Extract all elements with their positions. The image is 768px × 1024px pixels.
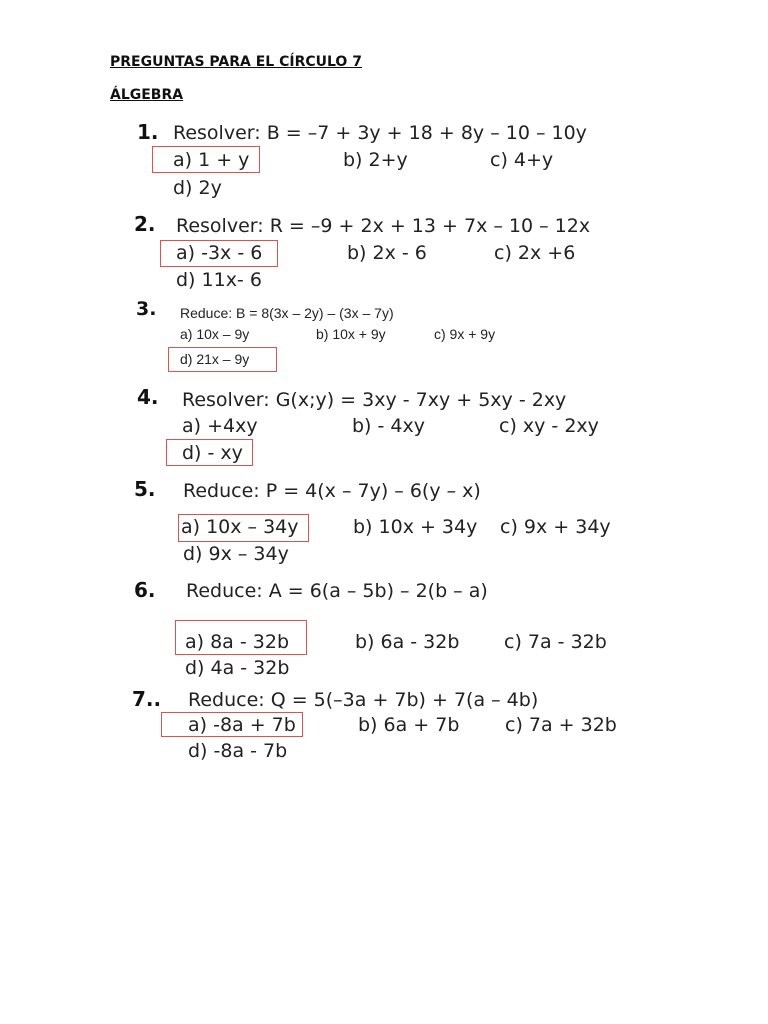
- question-statement: Resolver: R = –9 + 2x + 13 + 7x – 10 – 12x: [176, 215, 591, 237]
- question-number: 5.: [134, 477, 156, 501]
- option-b: b) 6a - 32b: [355, 631, 460, 653]
- option-a: a) 8a - 32b: [185, 631, 289, 653]
- option-d: d) 4a - 32b: [185, 657, 290, 679]
- question-number: 6.: [134, 578, 156, 602]
- option-c: c) 7a + 32b: [505, 714, 617, 736]
- option-b: b) 6a + 7b: [358, 714, 460, 736]
- option-d: d) 2y: [173, 177, 222, 199]
- option-d: d) 9x – 34y: [183, 543, 289, 565]
- option-b: b) 10x + 9y: [316, 326, 386, 342]
- page-title: PREGUNTAS PARA EL CÍRCULO 7: [110, 54, 362, 70]
- option-c: c) xy - 2xy: [499, 415, 599, 437]
- option-d: d) 11x- 6: [176, 269, 262, 291]
- question-number: 4.: [137, 385, 159, 409]
- question-statement: Reduce: B = 8(3x – 2y) – (3x – 7y): [180, 305, 394, 321]
- option-a: a) 10x – 34y: [181, 516, 299, 538]
- question-statement: Resolver: B = –7 + 3y + 18 + 8y – 10 – 10y: [173, 122, 587, 144]
- question-number: 3.: [136, 298, 157, 320]
- option-d: d) 21x – 9y: [180, 351, 250, 367]
- option-d: d) - xy: [182, 442, 243, 464]
- option-a: a) 1 + y: [173, 149, 250, 171]
- option-c: c) 2x +6: [494, 242, 576, 264]
- option-a: a) -3x - 6: [176, 242, 263, 264]
- option-c: c) 9x + 34y: [500, 516, 611, 538]
- question-number: 1.: [137, 120, 159, 144]
- option-b: b) 2+y: [343, 149, 408, 171]
- question-statement: Resolver: G(x;y) = 3xy - 7xy + 5xy - 2xy: [182, 389, 567, 411]
- question-number: 2.: [134, 212, 156, 236]
- question-statement: Reduce: A = 6(a – 5b) – 2(b – a): [186, 580, 488, 602]
- option-d: d) -8a - 7b: [188, 740, 288, 762]
- option-a: a) +4xy: [182, 415, 258, 437]
- option-a: a) -8a + 7b: [188, 714, 296, 736]
- option-c: c) 9x + 9y: [434, 326, 496, 342]
- option-b: b) - 4xy: [352, 415, 425, 437]
- option-c: c) 4+y: [490, 149, 554, 171]
- question-statement: Reduce: P = 4(x – 7y) – 6(y – x): [183, 480, 481, 502]
- option-b: b) 2x - 6: [347, 242, 427, 264]
- section-title: ÁLGEBRA: [110, 87, 184, 103]
- option-a: a) 10x – 9y: [180, 326, 250, 342]
- question-statement: Reduce: Q = 5(–3a + 7b) + 7(a – 4b): [188, 689, 539, 711]
- option-c: c) 7a - 32b: [504, 631, 607, 653]
- question-number: 7..: [132, 687, 162, 711]
- option-b: b) 10x + 34y: [353, 516, 478, 538]
